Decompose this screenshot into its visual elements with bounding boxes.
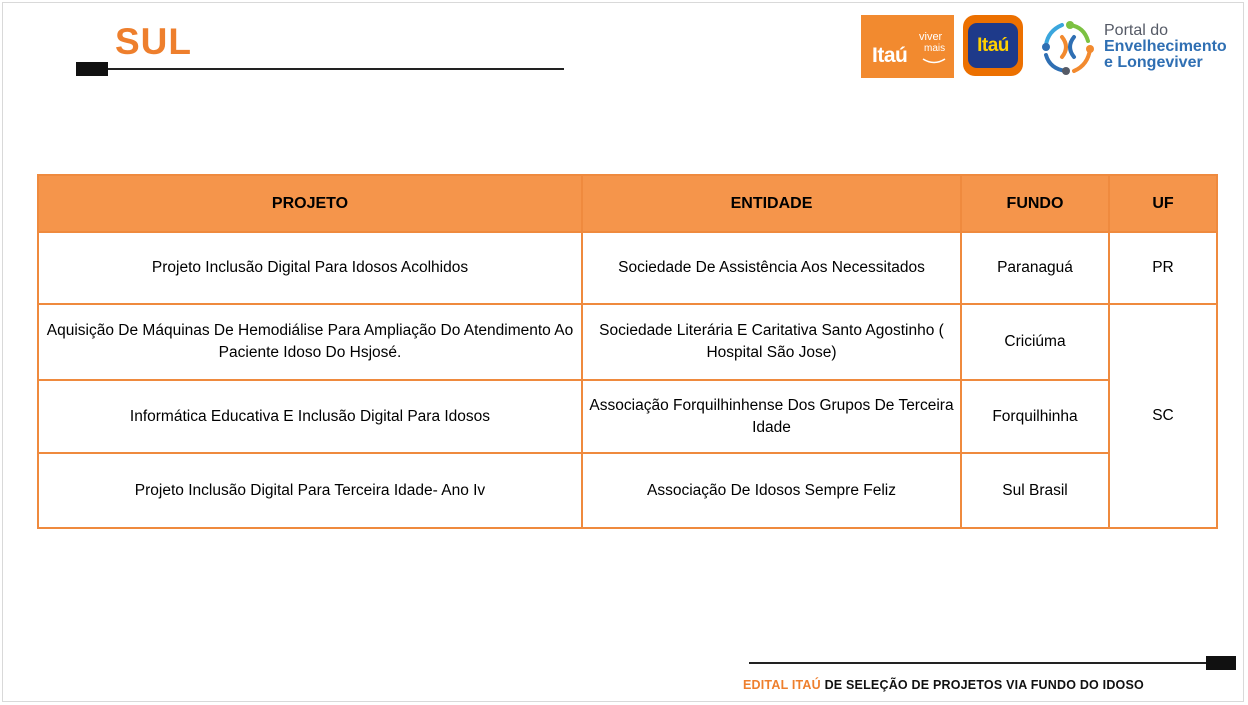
slide xyxy=(2,2,1244,702)
page-title: SUL xyxy=(115,21,192,62)
title-underline xyxy=(76,68,564,70)
cell-fundo: Paranaguá xyxy=(961,232,1109,304)
cell-entidade: Associação De Idosos Sempre Feliz xyxy=(582,453,961,528)
portal-logo-text xyxy=(1104,23,1227,71)
footer-text: DE SELEÇÃO DE PROJETOS VIA FUNDO DO IDOSO xyxy=(824,678,1144,692)
cell-entidade: Sociedade Literária E Caritativa Santo Agostinho ( Hospital São Jose) xyxy=(582,304,961,380)
itau-logo-label: Itaú xyxy=(968,23,1018,68)
table-row xyxy=(38,380,1217,453)
cell-fundo: Forquilhinha xyxy=(961,380,1109,453)
cell-projeto: Aquisição De Máquinas De Hemodiálise Para Ampliação Do Atendimento Ao Paciente Idoso Do Hsjosé. xyxy=(38,304,582,380)
portal-line-3: e Longeviver xyxy=(1104,54,1203,71)
cell-fundo: Sul Brasil xyxy=(961,453,1109,528)
cell-entidade: Sociedade De Assistência Aos Necessitados xyxy=(582,232,961,304)
cell-projeto: Informática Educativa E Inclusão Digital Para Idosos xyxy=(38,380,582,453)
header-entidade: ENTIDADE xyxy=(582,175,961,232)
table-row xyxy=(38,304,1217,380)
cell-projeto: Projeto Inclusão Digital Para Terceira Idade- Ano Iv xyxy=(38,453,582,528)
smile-icon xyxy=(921,57,947,65)
table-header-row xyxy=(38,175,1217,232)
footer-caption xyxy=(743,678,1144,692)
cell-fundo: Criciúma xyxy=(961,304,1109,380)
cell-projeto: Projeto Inclusão Digital Para Idosos Acolhidos xyxy=(38,232,582,304)
viver-mais-brand: Itaú xyxy=(872,44,908,67)
portal-line-2: Envelhecimento xyxy=(1104,38,1227,55)
table-row xyxy=(38,232,1217,304)
portal-line-1: Portal do xyxy=(1104,22,1169,39)
mais-text: mais xyxy=(924,43,946,54)
portal-envelhecimento-icon xyxy=(1040,19,1098,77)
header-fundo: FUNDO xyxy=(961,175,1109,232)
title-marker-block xyxy=(76,62,108,76)
itau-logo xyxy=(963,15,1023,76)
footer-rule xyxy=(749,662,1209,664)
table-row xyxy=(38,453,1217,528)
itau-viver-mais-logo xyxy=(861,15,954,78)
cell-uf: PR xyxy=(1109,232,1217,304)
header-uf: UF xyxy=(1109,175,1217,232)
cell-entidade: Associação Forquilhinhense Dos Grupos De Terceira Idade xyxy=(582,380,961,453)
footer-marker-block xyxy=(1206,656,1236,670)
viver-text: viver xyxy=(919,31,943,43)
footer-accent: EDITAL ITAÚ xyxy=(743,678,821,692)
header-projeto: PROJETO xyxy=(38,175,582,232)
projects-table xyxy=(37,174,1218,529)
cell-uf: SC xyxy=(1109,304,1217,528)
